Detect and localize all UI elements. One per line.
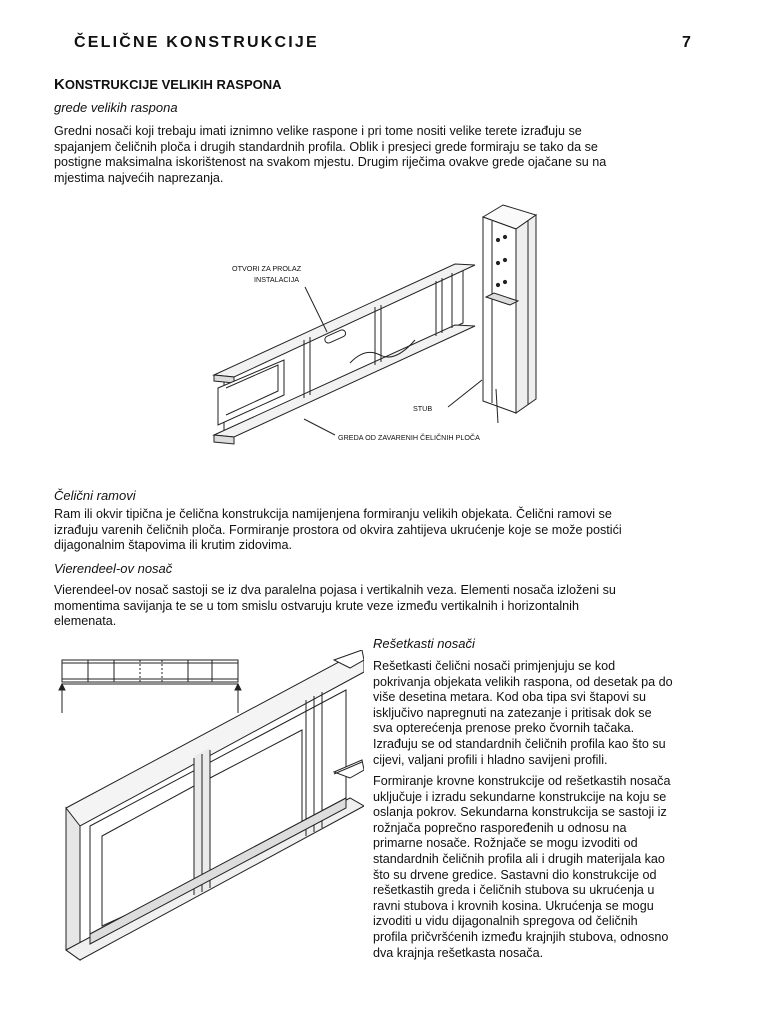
- vierendeel-schematic: [59, 660, 241, 713]
- label-beam: GREDA OD ZAVARENIH ČELIČNIH PLOČA: [338, 433, 480, 442]
- girder-drawing: [214, 264, 475, 444]
- paragraph-ramovi: [54, 507, 744, 554]
- text-line: ravni stubova i krovnih kosina. Ukrućenja se mogu: [373, 898, 654, 913]
- text-line: cijevi, valjani profili i hladno savijeni profili.: [373, 752, 608, 767]
- text-line: rožnjača poprečno raspoređenih u odnosu na: [373, 820, 627, 835]
- text-line: Vierendeel-ov nosač sastoji se iz dva paralelna pojasa i vertikalnih veza. Elementi nosača izloženi su: [54, 583, 616, 597]
- text-line: profila pričvršćenih između krajnjih stubova, odnosno: [373, 929, 669, 944]
- paragraph-vierendeel: [54, 583, 744, 630]
- section-title-rest: ONSTRUKCIJE VELIKIH RASPONA: [64, 77, 282, 92]
- text-line: izrađuju varenih čeličnih ploča. Formiranje prostora od okvira zahtijeva ukrućenje koje se može postići: [54, 522, 622, 537]
- text-line: dijagonalnim štapovima ili krutim zidovima.: [54, 538, 292, 553]
- text-line: Gredni nosači koji trebaju imati iznimno velike raspone i pri tome nositi velike terete izrađuju se: [54, 124, 582, 138]
- text-line: spajanjem čeličnih ploča i drugih standardnih profila. Oblik i presjeci grede formiraju se tako da se: [54, 139, 598, 154]
- subheading-resetkasti: Rešetkasti nosači: [373, 636, 475, 651]
- text-line: Izrađuju se od standardnih čeličnih profila kao što su: [373, 736, 666, 751]
- text-line: Ram ili okvir tipična je čelična konstrukcija namijenjena formiranju velikih objekata. Čelični ramovi se: [54, 507, 612, 521]
- text-line: uključuje i izradu sekundarne konstrukcije na koju se: [373, 789, 667, 804]
- text-line: momentima savijanja te se u tom smislu ostvaruju krute veze između vertikalnih i horizontalnih: [54, 598, 579, 613]
- text-line: sva opterećenja prenose preko čvornih tačaka.: [373, 721, 635, 736]
- paragraph-grede: [54, 124, 744, 186]
- text-line: Formiranje krovne konstrukcije od rešetkastih nosača: [373, 774, 671, 788]
- text-line: Rešetkasti čelični nosači primjenjuju se kod: [373, 659, 616, 673]
- running-header: ČELIČNE KONSTRUKCIJE: [74, 34, 319, 51]
- text-line: izvoditi u vidu dijagonalnih spregova od čeličnih: [373, 914, 638, 929]
- text-line: pokrivanja objekata velikih raspona, od desetak pa do: [373, 674, 673, 689]
- text-line: mjestima najvećih naprezanja.: [54, 170, 224, 185]
- text-line: elemenata.: [54, 614, 117, 629]
- text-line: oslanja pokrov. Sekundarna konstrukcija se sastoji iz: [373, 805, 667, 820]
- text-line: primarne nosače. Rožnjače se mogu izvoditi od: [373, 836, 638, 851]
- label-openings-2: INSTALACIJA: [254, 275, 299, 284]
- label-column: STUB: [413, 404, 433, 413]
- figure-plate-girder: [200, 195, 540, 450]
- paragraph-resetkasti-1: [373, 659, 733, 768]
- section-title: [54, 76, 282, 93]
- text-line: standardnih čeličnih profila ali i drugih materijala kao: [373, 851, 665, 866]
- subheading-vierendeel: Vierendeel-ov nosač: [54, 561, 173, 576]
- text-line: više desetina metara. Kod oba tipa svi štapovi su: [373, 690, 647, 705]
- label-openings-1: OTVORI ZA PROLAZ: [232, 264, 302, 273]
- paragraph-resetkasti-2: [373, 774, 733, 961]
- section-title-initial: K: [54, 76, 65, 93]
- text-line: što su drvene gredice. Sastavni dio konstrukcije od: [373, 867, 657, 882]
- subheading-grede: grede velikih raspona: [54, 100, 178, 115]
- text-line: dva krajnja rešetkasta nosača.: [373, 945, 544, 960]
- text-line: postigne maksimalna iskorištenost na svakom mjestu. Drugim riječima ovakve grede ojačane su na: [54, 155, 607, 170]
- text-line: rešetkastih greda i čeličnih stubova su ukrućenja u: [373, 883, 655, 898]
- page-number: 7: [682, 34, 691, 51]
- figure-vierendeel: [44, 650, 364, 980]
- column-drawing: [483, 205, 536, 423]
- subheading-ramovi: Čelični ramovi: [54, 488, 136, 503]
- text-line: isključivo napregnuti na zatezanje i pritisak dok se: [373, 705, 652, 720]
- vierendeel-3d: [66, 650, 364, 960]
